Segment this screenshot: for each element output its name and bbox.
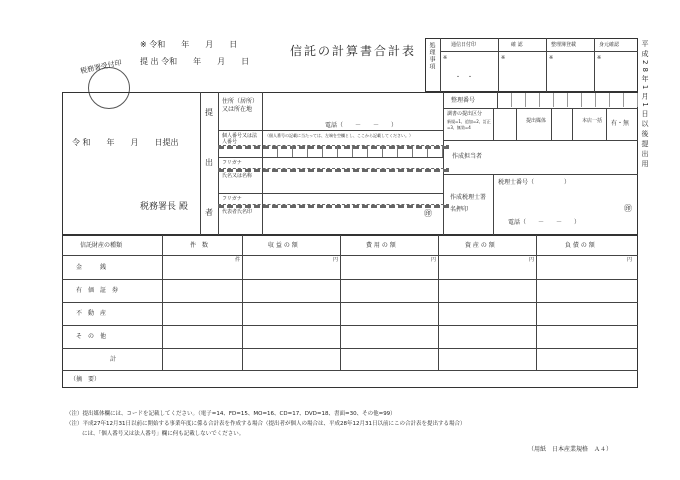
seiri-bango-boxes[interactable] bbox=[498, 93, 638, 107]
footer-note-1: （注）提出媒体欄には、コードを記載してください。（電子=14、FD=15、MO=16、CD=17、DVD=18、書面=30、その他=99） bbox=[66, 411, 396, 417]
number-note: （個人番号の記載に当たっては、左端を空欄とし、ここから記載してください。） bbox=[265, 133, 413, 138]
processing-dots: ・ ・ bbox=[455, 74, 474, 81]
remarks-label: （摘 要） bbox=[70, 376, 101, 383]
receipt-stamp-label: 税務署受付印 bbox=[79, 58, 123, 76]
row-label-other: そ の 他 bbox=[76, 333, 107, 340]
processing-mark-1: ※ bbox=[501, 55, 506, 61]
col-header-income: 収 益 の 額 bbox=[268, 242, 298, 249]
sakusei-tanto-label: 作成担当者 bbox=[452, 153, 483, 160]
unit-yen-expense: 円 bbox=[431, 257, 437, 263]
processing-mark-0: ※ bbox=[443, 55, 448, 61]
row-label-cash: 金 銭 bbox=[76, 264, 107, 271]
phone-label: 電話（ － － ） bbox=[325, 122, 398, 129]
furigana-1-label: フリガナ bbox=[222, 160, 242, 166]
footer-note-3: には、「個人番号又は法人番号」欄に何も記載しないでください。 bbox=[82, 431, 245, 437]
submit-type-label: 調書の提出区分 bbox=[447, 111, 483, 117]
footer-note-2: （注）平成27年12月31日以前に開始する事業年度に係る合計表を作成する場合（提出者が個人の場合は、平成28年12月31日以前にこの合計表を提出する場合） bbox=[66, 421, 466, 427]
submitter-char-3: 者 bbox=[205, 208, 213, 217]
media-label: 提出媒体 bbox=[526, 118, 547, 124]
seiri-bango-label: 整理番号 bbox=[451, 97, 476, 104]
address-label: 住所（居所）又は所在地 bbox=[222, 98, 259, 113]
processing-mark-3: ※ bbox=[597, 55, 602, 61]
furigana-2-label: フリガナ bbox=[222, 196, 242, 202]
col-header-type: 信託財産の種類 bbox=[80, 242, 123, 249]
submitter-char-1: 提 bbox=[205, 108, 213, 117]
header-date-row2: 提 出 令和 年 月 日 bbox=[140, 57, 250, 66]
number-digit-boxes[interactable] bbox=[263, 146, 443, 157]
representative-seal-mark: ㊞ bbox=[424, 209, 432, 218]
submit-type-sub: 新規=1、追加=2、訂正=3、無効=4 bbox=[447, 119, 491, 130]
submitter-char-2: 出 bbox=[205, 158, 213, 167]
col-header-count: 件 数 bbox=[190, 242, 209, 249]
row-label-securities: 有 価 証 券 bbox=[76, 287, 119, 294]
number-label: 個人番号又は法人番号 bbox=[222, 133, 258, 145]
tax-accountant-seal: ㊞ bbox=[624, 204, 632, 213]
tax-accountant-phone: 電話（ － － ） bbox=[508, 219, 581, 226]
ari-nashi-label: 有・無 bbox=[611, 120, 630, 127]
tax-accountant-number: 税理士番号（ ） bbox=[498, 179, 571, 186]
processing-mark-2: ※ bbox=[549, 55, 554, 61]
unit-ken: 件 bbox=[235, 257, 241, 263]
row-label-realestate: 不 動 産 bbox=[76, 310, 107, 317]
row-label-total: 計 bbox=[110, 356, 117, 363]
tax-office-label: 税務署長 殿 bbox=[140, 202, 188, 212]
processing-header-3: 身元確認 bbox=[599, 42, 620, 48]
honten-label: 本店一括 bbox=[582, 118, 603, 124]
processing-header-0: 通信日付印 bbox=[451, 42, 477, 48]
page-title: 信託の計算書合計表 bbox=[290, 44, 417, 58]
unit-yen-liabilities: 円 bbox=[627, 257, 633, 263]
paper-spec: （用紙 日本産業規格 Ａ４） bbox=[528, 446, 613, 453]
processing-header-1: 確 認 bbox=[511, 42, 523, 48]
data-table-frame bbox=[62, 235, 638, 388]
unit-yen-assets: 円 bbox=[529, 257, 535, 263]
vertical-usage-note: 平成28年1月1日以後提出用 bbox=[641, 40, 649, 170]
unit-yen-income: 円 bbox=[333, 257, 339, 263]
header-date-row1: ※ 令和 年 月 日 bbox=[140, 40, 238, 49]
col-header-liabilities: 負 債 の 額 bbox=[565, 242, 595, 249]
processing-header-2: 整理簿登載 bbox=[551, 42, 577, 48]
tax-accountant-label: 作成税理士署名押印 bbox=[450, 194, 487, 213]
left-date-line: 令 和 年 月 日提出 bbox=[72, 138, 179, 147]
representative-label: 代表者氏名印 bbox=[222, 209, 253, 215]
name-label: 氏名又は名称 bbox=[222, 173, 253, 179]
col-header-expense: 費 用 の 額 bbox=[366, 242, 396, 249]
col-header-assets: 資 産 の 額 bbox=[465, 242, 495, 249]
processing-vertical-label: 処理事項 bbox=[428, 42, 435, 70]
